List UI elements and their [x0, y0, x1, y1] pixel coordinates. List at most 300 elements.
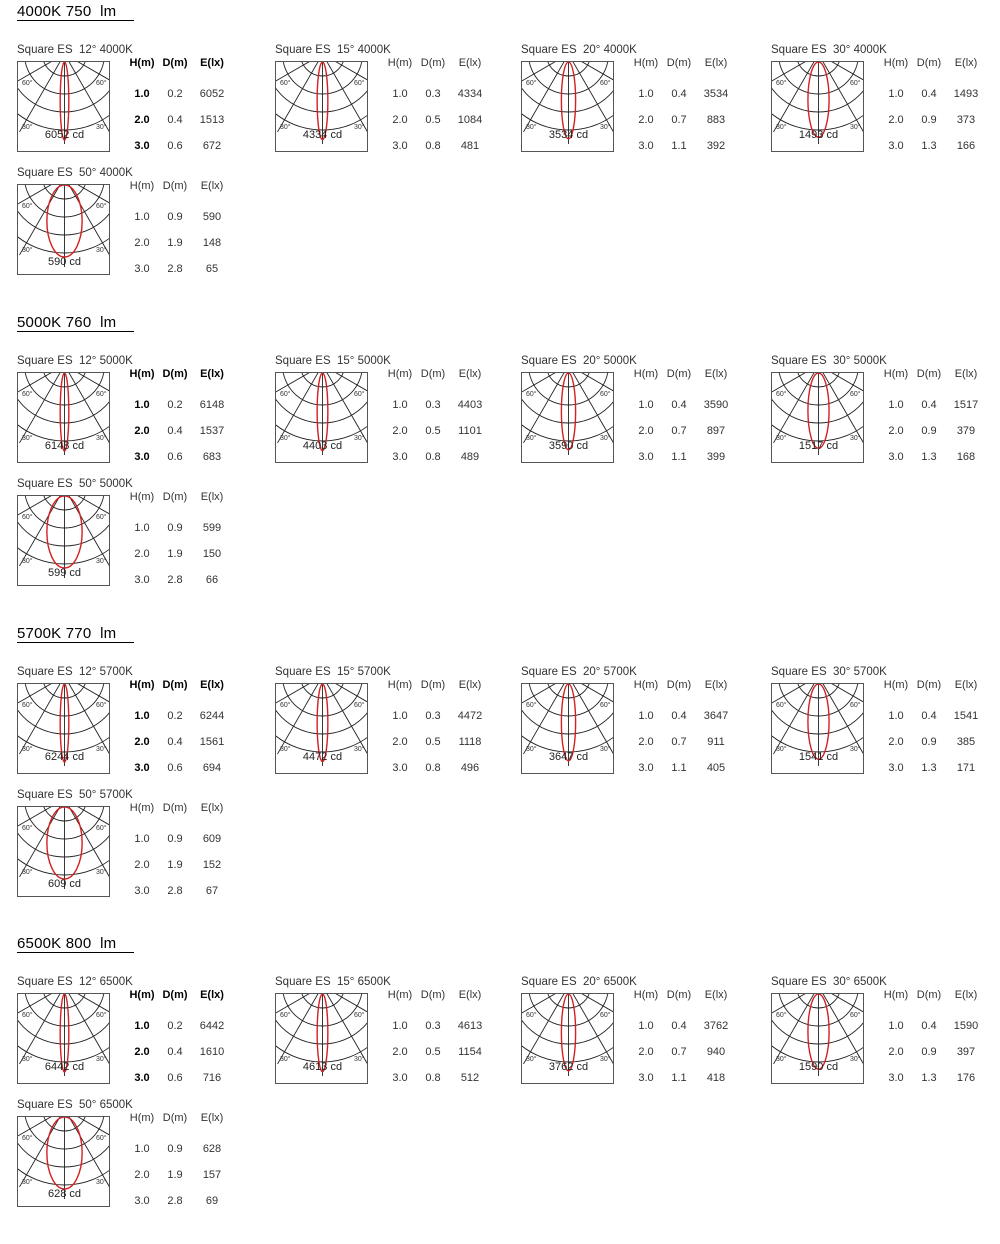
peak-intensity-label: 6052 cd [44, 129, 85, 141]
polar-angle-label: 60° [22, 1135, 33, 1142]
peak-intensity-label: 1493 cd [798, 129, 839, 141]
table-header: D(m) [162, 989, 188, 1001]
polar-angle-label: 60° [526, 80, 537, 87]
polar-angle-label: 30° [22, 558, 33, 565]
section-underline [17, 20, 134, 21]
section-underline [17, 952, 134, 953]
table-cell: 0.6 [167, 140, 183, 152]
polar-angle-label: 60° [280, 391, 291, 398]
table-header: E(lx) [200, 180, 224, 192]
polar-angle-label: 30° [776, 1056, 787, 1063]
table-cell: 1.9 [167, 237, 183, 249]
table-cell: 0.4 [167, 114, 183, 126]
polar-radial-line [20, 185, 65, 255]
card-title: Square ES 30° 5700K [771, 666, 887, 678]
polar-angle-label: 30° [22, 746, 33, 753]
polar-ring [18, 62, 110, 112]
polar-angle-label: 60° [850, 1012, 861, 1019]
table-cell: 373 [956, 114, 976, 126]
table-cell: 0.7 [671, 736, 687, 748]
table-header: E(lx) [954, 57, 978, 69]
table-cell: 489 [460, 451, 480, 463]
polar-angle-label: 60° [22, 825, 33, 832]
table-cell: 0.5 [425, 736, 441, 748]
polar-radial-line [20, 1117, 65, 1187]
table-cell: 1.0 [392, 710, 408, 722]
polar-ring [522, 994, 614, 1044]
table-cell: 2.0 [888, 1046, 904, 1058]
table-cell: 171 [956, 762, 976, 774]
table-header: E(lx) [200, 491, 224, 503]
polar-radial-line [20, 684, 65, 754]
table-cell: 512 [460, 1072, 480, 1084]
table-cell: 1541 [953, 710, 979, 722]
polar-angle-label: 30° [96, 869, 107, 876]
table-cell: 1.0 [392, 1020, 408, 1032]
polar-diagram [17, 1116, 110, 1207]
card-title: Square ES 50° 5000K [17, 478, 133, 490]
table-header: H(m) [387, 57, 413, 69]
polar-ring [18, 994, 110, 1044]
polar-angle-label: 30° [776, 124, 787, 131]
table-header: D(m) [916, 57, 942, 69]
table-header: H(m) [633, 989, 659, 1001]
polar-ring [276, 373, 368, 423]
table-cell: 2.0 [888, 736, 904, 748]
table-cell: 69 [205, 1195, 219, 1207]
polar-ring [18, 185, 110, 235]
table-header: E(lx) [200, 57, 224, 69]
beam-card [521, 666, 736, 781]
polar-angle-label: 30° [22, 124, 33, 131]
beam-card [771, 355, 986, 470]
table-header: E(lx) [954, 989, 978, 1001]
table-cell: 2.0 [134, 1046, 150, 1058]
table-cell: 628 [202, 1143, 222, 1155]
table-cell: 2.0 [392, 1046, 408, 1058]
table-cell: 2.0 [638, 425, 654, 437]
polar-ring [18, 1117, 110, 1167]
polar-angle-label: 30° [776, 435, 787, 442]
beam-card [771, 976, 986, 1091]
polar-angle-label: 60° [526, 702, 537, 709]
table-header: H(m) [129, 57, 155, 69]
table-cell: 3.0 [392, 451, 408, 463]
beam-card [275, 44, 490, 159]
table-cell: 1493 [953, 88, 979, 100]
table-cell: 2.0 [134, 425, 150, 437]
polar-angle-label: 60° [776, 702, 787, 709]
table-header: H(m) [387, 989, 413, 1001]
table-cell: 3.0 [392, 1072, 408, 1084]
table-header: E(lx) [704, 368, 728, 380]
polar-angle-label: 60° [96, 825, 107, 832]
table-header: D(m) [162, 180, 188, 192]
table-cell: 1.0 [134, 88, 150, 100]
table-header: D(m) [162, 57, 188, 69]
polar-angle-label: 60° [354, 702, 365, 709]
polar-angle-label: 60° [776, 391, 787, 398]
table-cell: 0.6 [167, 1072, 183, 1084]
table-header: D(m) [666, 989, 692, 1001]
table-cell: 6052 [199, 88, 225, 100]
polar-angle-label: 60° [96, 702, 107, 709]
table-header: H(m) [129, 679, 155, 691]
table-cell: 2.0 [638, 1046, 654, 1058]
table-cell: 1.0 [638, 399, 654, 411]
table-cell: 0.7 [671, 1046, 687, 1058]
polar-angle-label: 30° [280, 435, 291, 442]
table-cell: 6244 [199, 710, 225, 722]
card-title: Square ES 12° 5700K [17, 666, 133, 678]
table-cell: 1.0 [638, 1020, 654, 1032]
polar-radial-line [65, 807, 110, 877]
table-cell: 0.4 [921, 1020, 937, 1032]
table-header: D(m) [162, 491, 188, 503]
table-header: E(lx) [200, 1112, 224, 1124]
table-cell: 716 [202, 1072, 222, 1084]
table-cell: 0.2 [167, 710, 183, 722]
table-header: H(m) [129, 802, 155, 814]
polar-radial-line [323, 684, 368, 754]
table-cell: 1517 [953, 399, 979, 411]
beam-card [275, 666, 490, 781]
polar-angle-label: 60° [96, 391, 107, 398]
polar-ring [18, 684, 110, 734]
table-cell: 397 [956, 1046, 976, 1058]
polar-angle-label: 60° [280, 80, 291, 87]
polar-angle-label: 30° [354, 746, 365, 753]
polar-angle-label: 30° [280, 746, 291, 753]
table-cell: 0.9 [921, 425, 937, 437]
table-cell: 2.0 [888, 425, 904, 437]
polar-diagram [771, 683, 864, 774]
peak-intensity-label: 3534 cd [548, 129, 589, 141]
table-cell: 0.4 [921, 710, 937, 722]
table-cell: 0.4 [167, 425, 183, 437]
polar-angle-label: 30° [96, 1179, 107, 1186]
beam-card [17, 478, 232, 593]
card-title: Square ES 15° 5700K [275, 666, 391, 678]
polar-angle-label: 30° [850, 124, 861, 131]
table-header: H(m) [129, 1112, 155, 1124]
table-cell: 3.0 [134, 574, 150, 586]
table-cell: 1561 [199, 736, 225, 748]
table-cell: 1.0 [888, 710, 904, 722]
table-header: D(m) [916, 679, 942, 691]
card-title: Square ES 20° 5700K [521, 666, 637, 678]
table-cell: 4472 [457, 710, 483, 722]
peak-intensity-label: 4334 cd [302, 129, 343, 141]
beam-card [17, 789, 232, 904]
polar-angle-label: 60° [354, 391, 365, 398]
table-cell: 0.9 [921, 1046, 937, 1058]
beam-card [17, 1099, 232, 1214]
table-header: D(m) [420, 57, 446, 69]
table-cell: 0.9 [167, 211, 183, 223]
polar-radial-line [278, 994, 323, 1064]
table-cell: 2.0 [638, 736, 654, 748]
polar-diagram [771, 61, 864, 152]
table-cell: 166 [956, 140, 976, 152]
table-header: E(lx) [954, 679, 978, 691]
table-header: H(m) [129, 368, 155, 380]
table-header: D(m) [420, 368, 446, 380]
table-cell: 0.9 [167, 1143, 183, 1155]
polar-diagram [275, 993, 368, 1084]
polar-angle-label: 60° [776, 80, 787, 87]
polar-angle-label: 30° [96, 1056, 107, 1063]
polar-ring [18, 373, 110, 423]
polar-angle-label: 60° [96, 1135, 107, 1142]
table-header: H(m) [387, 368, 413, 380]
table-cell: 3.0 [638, 451, 654, 463]
polar-angle-label: 60° [96, 1012, 107, 1019]
polar-radial-line [323, 62, 368, 132]
polar-angle-label: 60° [96, 514, 107, 521]
table-cell: 168 [956, 451, 976, 463]
beam-card [17, 355, 232, 470]
polar-radial-line [278, 684, 323, 754]
table-cell: 385 [956, 736, 976, 748]
peak-intensity-label: 1590 cd [798, 1061, 839, 1073]
table-cell: 0.8 [425, 451, 441, 463]
card-title: Square ES 50° 6500K [17, 1099, 133, 1111]
table-header: E(lx) [458, 368, 482, 380]
peak-intensity-label: 6244 cd [44, 751, 85, 763]
card-title: Square ES 20° 5000K [521, 355, 637, 367]
table-cell: 3.0 [134, 1072, 150, 1084]
table-cell: 405 [706, 762, 726, 774]
table-cell: 672 [202, 140, 222, 152]
table-cell: 0.3 [425, 88, 441, 100]
table-cell: 0.3 [425, 399, 441, 411]
table-header: H(m) [633, 57, 659, 69]
polar-angle-label: 60° [850, 702, 861, 709]
table-cell: 1.0 [888, 399, 904, 411]
table-cell: 3.0 [134, 263, 150, 275]
table-header: E(lx) [704, 989, 728, 1001]
table-cell: 1.0 [888, 88, 904, 100]
polar-angle-label: 30° [526, 124, 537, 131]
table-cell: 67 [205, 885, 219, 897]
table-cell: 1.0 [134, 211, 150, 223]
polar-angle-label: 60° [280, 1012, 291, 1019]
table-cell: 3.0 [638, 762, 654, 774]
polar-angle-label: 60° [526, 1012, 537, 1019]
table-cell: 3534 [703, 88, 729, 100]
table-cell: 3.0 [134, 885, 150, 897]
table-header: E(lx) [200, 368, 224, 380]
polar-angle-label: 60° [526, 391, 537, 398]
peak-intensity-label: 1541 cd [798, 751, 839, 763]
polar-diagram [521, 372, 614, 463]
table-cell: 0.4 [167, 1046, 183, 1058]
polar-angle-label: 60° [354, 1012, 365, 1019]
table-cell: 3.0 [134, 762, 150, 774]
polar-angle-label: 60° [600, 1012, 611, 1019]
polar-angle-label: 30° [600, 435, 611, 442]
beam-card [771, 666, 986, 781]
table-header: H(m) [883, 679, 909, 691]
polar-radial-line [65, 994, 110, 1064]
table-header: E(lx) [954, 368, 978, 380]
table-cell: 2.8 [167, 574, 183, 586]
polar-ring [772, 373, 864, 423]
peak-intensity-label: 6442 cd [44, 1061, 85, 1073]
table-cell: 1.1 [671, 140, 687, 152]
polar-radial-line [20, 496, 65, 566]
table-cell: 176 [956, 1072, 976, 1084]
table-cell: 599 [202, 522, 222, 534]
polar-diagram [17, 61, 110, 152]
polar-diagram [275, 61, 368, 152]
polar-diagram [17, 495, 110, 586]
polar-diagram [771, 372, 864, 463]
table-cell: 3.0 [392, 140, 408, 152]
table-cell: 0.9 [921, 736, 937, 748]
polar-diagram [17, 683, 110, 774]
card-title: Square ES 20° 6500K [521, 976, 637, 988]
table-header: H(m) [883, 368, 909, 380]
table-cell: 1118 [458, 736, 482, 748]
table-cell: 1.1 [671, 451, 687, 463]
table-header: H(m) [883, 57, 909, 69]
peak-intensity-label: 599 cd [47, 567, 82, 579]
polar-angle-label: 60° [600, 80, 611, 87]
polar-angle-label: 60° [600, 702, 611, 709]
polar-angle-label: 30° [280, 1056, 291, 1063]
table-cell: 65 [205, 263, 219, 275]
table-cell: 2.0 [392, 425, 408, 437]
polar-angle-label: 30° [96, 247, 107, 254]
table-cell: 1.0 [134, 833, 150, 845]
polar-angle-label: 30° [22, 869, 33, 876]
polar-diagram [275, 683, 368, 774]
table-cell: 3.0 [134, 451, 150, 463]
table-cell: 0.9 [921, 114, 937, 126]
peak-intensity-label: 1517 cd [798, 440, 839, 452]
polar-angle-label: 60° [776, 1012, 787, 1019]
table-cell: 6442 [199, 1020, 225, 1032]
polar-radial-line [65, 185, 110, 255]
card-title: Square ES 50° 4000K [17, 167, 133, 179]
table-cell: 2.8 [167, 263, 183, 275]
table-header: H(m) [633, 368, 659, 380]
polar-angle-label: 30° [850, 435, 861, 442]
table-cell: 0.9 [167, 833, 183, 845]
table-header: D(m) [162, 1112, 188, 1124]
polar-radial-line [65, 1117, 110, 1187]
card-title: Square ES 12° 6500K [17, 976, 133, 988]
peak-intensity-label: 6148 cd [44, 440, 85, 452]
table-header: D(m) [420, 679, 446, 691]
table-cell: 2.0 [134, 1169, 150, 1181]
polar-angle-label: 30° [22, 1056, 33, 1063]
polar-ring [522, 62, 614, 112]
table-cell: 3.0 [134, 140, 150, 152]
peak-intensity-label: 4472 cd [302, 751, 343, 763]
table-cell: 0.2 [167, 399, 183, 411]
card-title: Square ES 50° 5700K [17, 789, 133, 801]
polar-diagram [17, 993, 110, 1084]
polar-radial-line [65, 62, 110, 132]
polar-angle-label: 30° [354, 124, 365, 131]
polar-diagram [17, 806, 110, 897]
table-cell: 1610 [199, 1046, 225, 1058]
table-cell: 0.7 [671, 114, 687, 126]
peak-intensity-label: 590 cd [47, 256, 82, 268]
table-cell: 1.0 [638, 710, 654, 722]
table-cell: 897 [706, 425, 726, 437]
table-header: D(m) [666, 679, 692, 691]
peak-intensity-label: 4403 cd [302, 440, 343, 452]
table-cell: 2.0 [134, 237, 150, 249]
table-header: H(m) [387, 679, 413, 691]
table-header: E(lx) [200, 679, 224, 691]
polar-radial-line [20, 62, 65, 132]
peak-intensity-label: 4613 cd [302, 1061, 343, 1073]
polar-ring [276, 684, 368, 734]
table-cell: 0.2 [167, 88, 183, 100]
card-title: Square ES 15° 4000K [275, 44, 391, 56]
table-cell: 152 [202, 859, 222, 871]
table-cell: 0.7 [671, 425, 687, 437]
table-cell: 0.4 [671, 399, 687, 411]
table-cell: 2.8 [167, 1195, 183, 1207]
table-cell: 3.0 [888, 451, 904, 463]
table-cell: 0.3 [425, 710, 441, 722]
table-cell: 0.8 [425, 140, 441, 152]
polar-angle-label: 60° [280, 702, 291, 709]
polar-radial-line [278, 62, 323, 132]
table-cell: 1.0 [134, 1143, 150, 1155]
polar-angle-label: 30° [600, 1056, 611, 1063]
table-cell: 1.1 [671, 762, 687, 774]
beam-card [771, 44, 986, 159]
table-cell: 150 [202, 548, 222, 560]
table-cell: 4403 [457, 399, 483, 411]
table-cell: 0.4 [921, 88, 937, 100]
table-header: E(lx) [458, 679, 482, 691]
peak-intensity-label: 3647 cd [548, 751, 589, 763]
card-title: Square ES 12° 5000K [17, 355, 133, 367]
beam-card [17, 44, 232, 159]
polar-angle-label: 60° [354, 80, 365, 87]
beam-card [17, 666, 232, 781]
polar-angle-label: 30° [354, 435, 365, 442]
table-cell: 1.0 [392, 88, 408, 100]
polar-angle-label: 60° [600, 391, 611, 398]
polar-angle-label: 30° [96, 124, 107, 131]
table-cell: 1513 [199, 114, 225, 126]
section-underline [17, 331, 134, 332]
card-title: Square ES 30° 6500K [771, 976, 887, 988]
table-cell: 0.4 [167, 736, 183, 748]
table-cell: 2.0 [392, 736, 408, 748]
card-title: Square ES 30° 5000K [771, 355, 887, 367]
table-cell: 1.1 [671, 1072, 687, 1084]
table-cell: 1.0 [134, 710, 150, 722]
table-cell: 1.0 [392, 399, 408, 411]
table-header: D(m) [916, 989, 942, 1001]
table-cell: 0.5 [425, 425, 441, 437]
table-cell: 1154 [458, 1046, 482, 1058]
table-cell: 1.9 [167, 859, 183, 871]
table-header: H(m) [129, 491, 155, 503]
table-cell: 0.3 [425, 1020, 441, 1032]
polar-angle-label: 60° [22, 702, 33, 709]
